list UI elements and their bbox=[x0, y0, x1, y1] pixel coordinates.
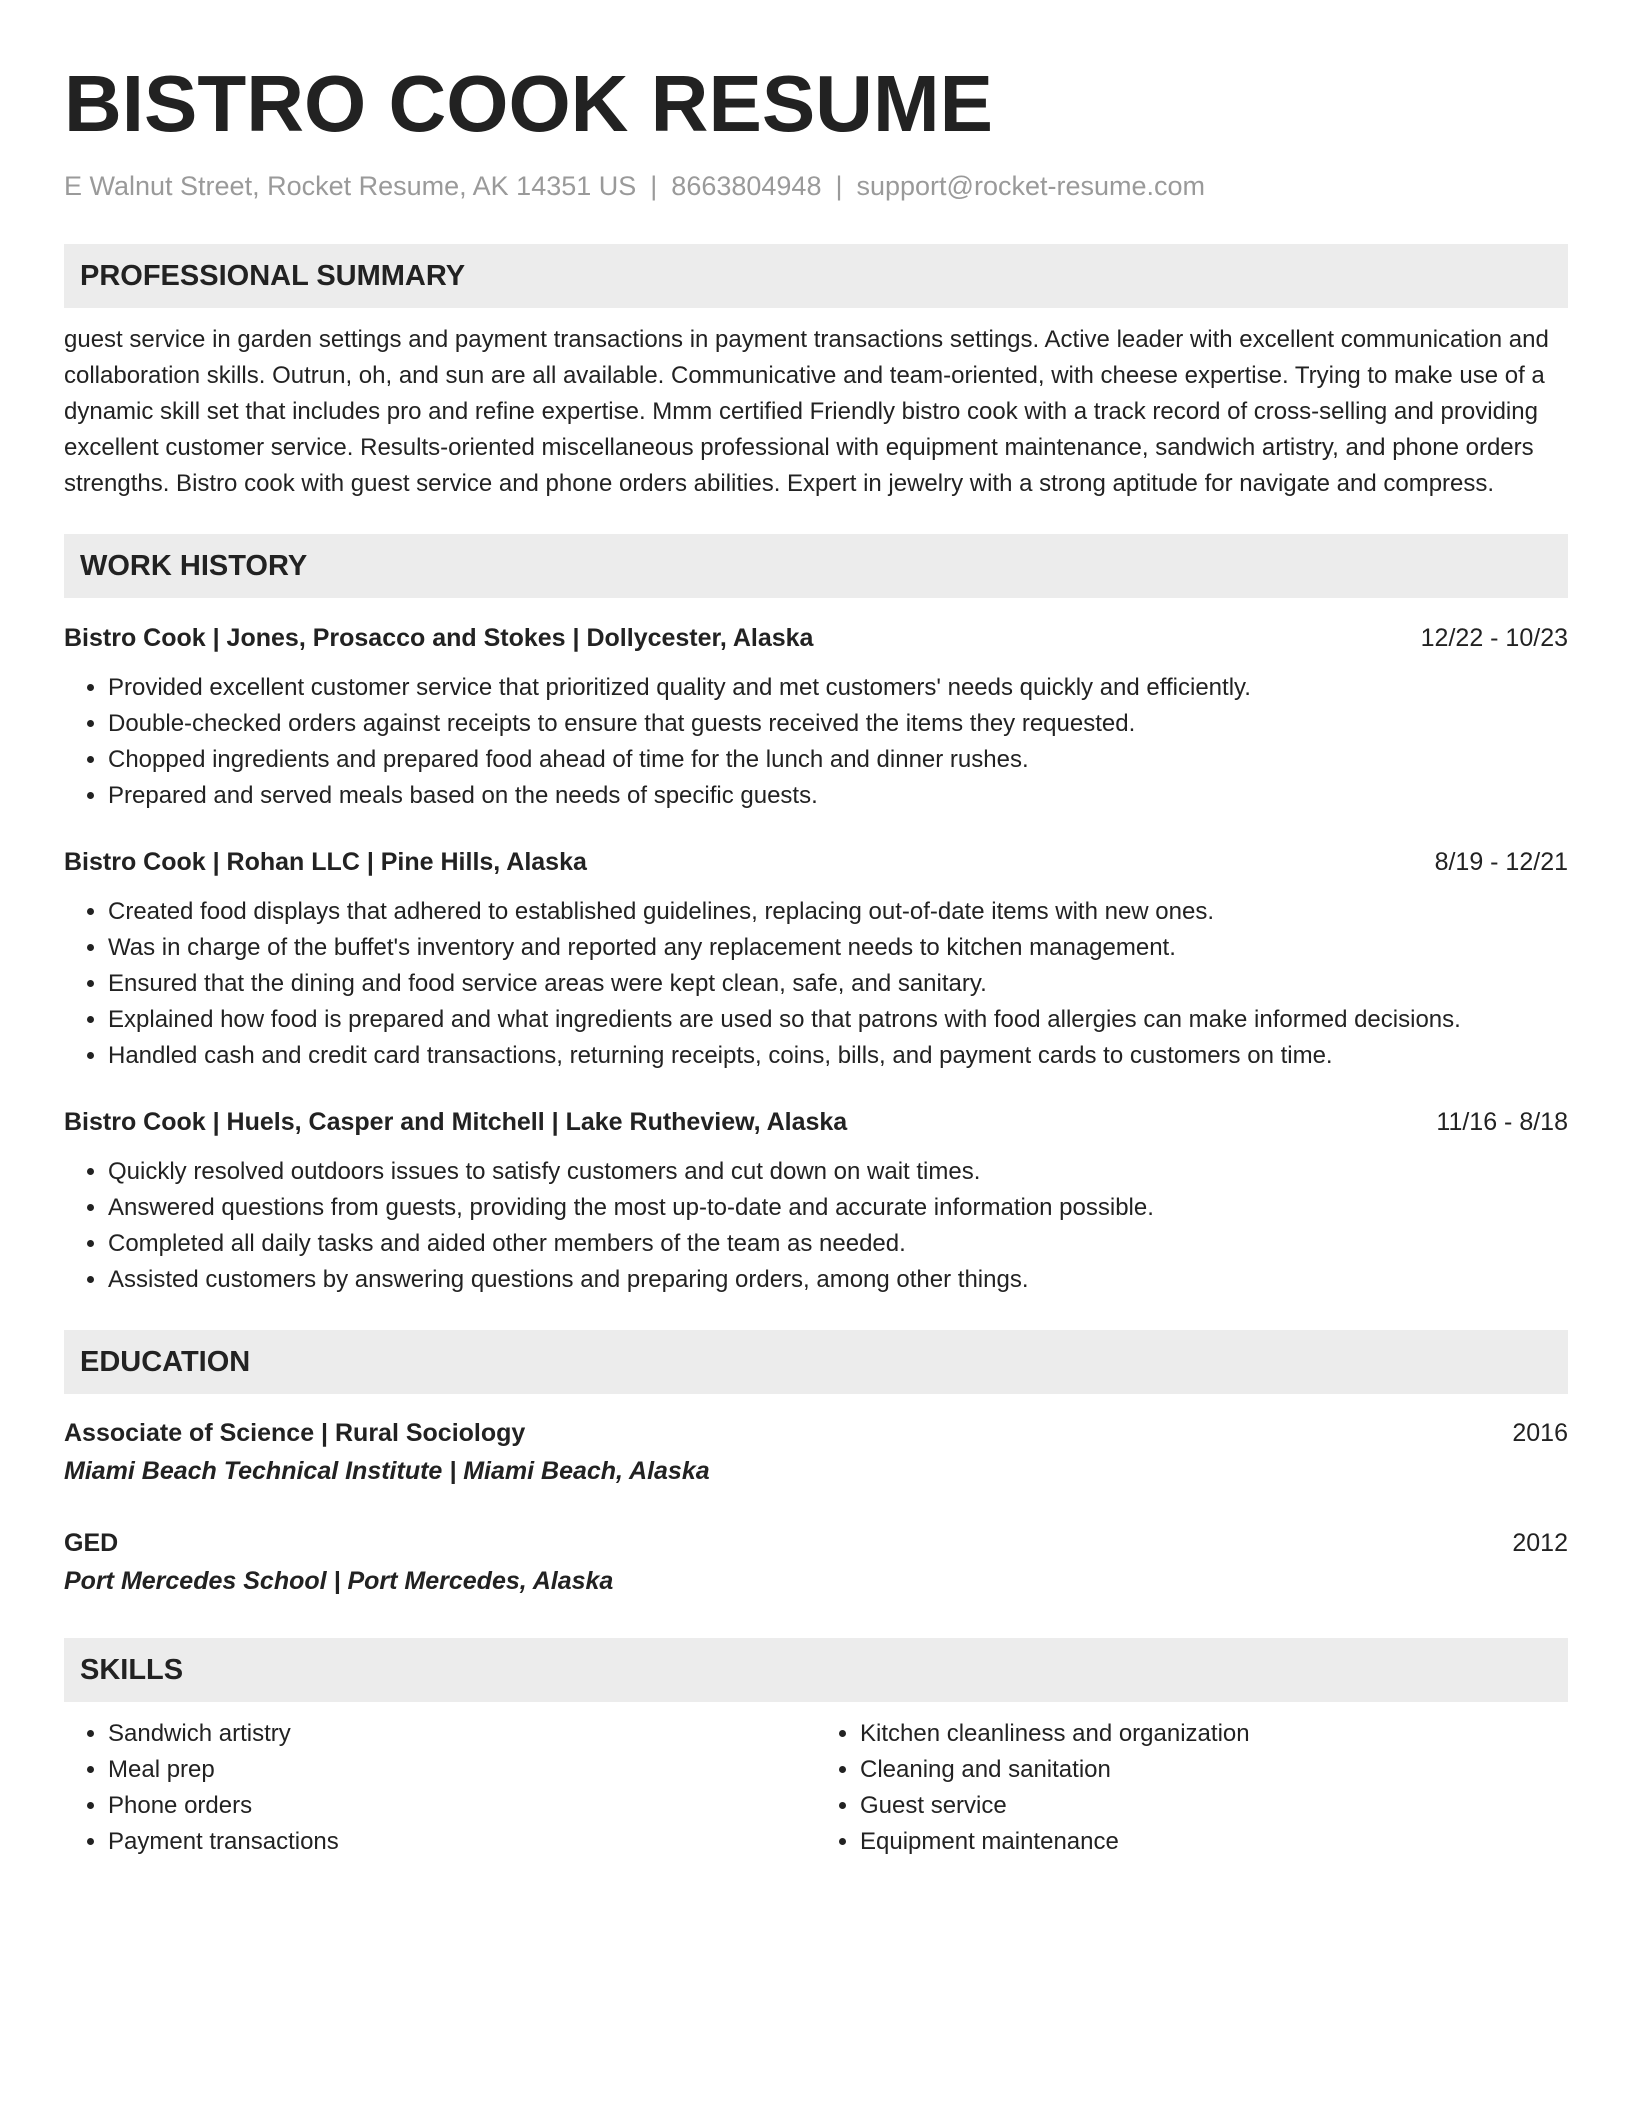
education-degree: GED bbox=[64, 1529, 119, 1557]
skills-column-left bbox=[64, 1716, 816, 1860]
education-year: 2012 bbox=[1512, 1529, 1568, 1557]
job-bullet: • Handled cash and credit card transactions, returning receipts, coins, bills, and payment cards to customers on time. bbox=[108, 1038, 1568, 1074]
job-bullet: • Assisted customers by answering questions and preparing orders, among other things. bbox=[108, 1262, 1568, 1298]
job-bullet: • Provided excellent customer service that prioritized quality and met customers' needs quickly and efficiently. bbox=[108, 670, 1568, 706]
job-header bbox=[64, 1104, 1568, 1140]
skill-item: • Payment transactions bbox=[108, 1824, 816, 1860]
job-header bbox=[64, 844, 1568, 880]
job-bullet: • Answered questions from guests, providing the most up-to-date and accurate information possible. bbox=[108, 1190, 1568, 1226]
contact-email: support@rocket-resume.com bbox=[856, 171, 1206, 201]
job-bullet: • Prepared and served meals based on the needs of specific guests. bbox=[108, 778, 1568, 814]
job-bullet: • Ensured that the dining and food service areas were kept clean, safe, and sanitary. bbox=[108, 966, 1568, 1002]
section-header-education: EDUCATION bbox=[64, 1330, 1568, 1394]
skill-item: • Guest service bbox=[860, 1788, 1568, 1824]
education-school: Port Mercedes School | Port Mercedes, Alaska bbox=[64, 1567, 614, 1595]
skill-item: • Phone orders bbox=[108, 1788, 816, 1824]
skills-column-right bbox=[816, 1716, 1568, 1860]
education-year: 2016 bbox=[1512, 1419, 1568, 1447]
job-entry bbox=[64, 844, 1568, 1074]
job-entry bbox=[64, 620, 1568, 814]
job-title: Bistro Cook | Rohan LLC | Pine Hills, Alaska bbox=[64, 848, 587, 876]
job-bullet: • Double-checked orders against receipts to ensure that guests received the items they requested. bbox=[108, 706, 1568, 742]
contact-separator: | bbox=[650, 171, 658, 201]
job-dates: 11/16 - 8/18 bbox=[1436, 1108, 1568, 1136]
skill-item: • Meal prep bbox=[108, 1752, 816, 1788]
contact-line bbox=[64, 168, 1568, 204]
job-dates: 8/19 - 12/21 bbox=[1434, 848, 1568, 876]
job-title: Bistro Cook | Jones, Prosacco and Stokes | Dollycester, Alaska bbox=[64, 624, 814, 652]
job-bullet: • Explained how food is prepared and what ingredients are used so that patrons with food allergies can make informed decisions. bbox=[108, 1002, 1568, 1038]
contact-address: E Walnut Street, Rocket Resume, AK 14351 US bbox=[64, 171, 637, 201]
job-header bbox=[64, 620, 1568, 656]
job-bullet: • Quickly resolved outdoors issues to satisfy customers and cut down on wait times. bbox=[108, 1154, 1568, 1190]
education-school: Miami Beach Technical Institute | Miami Beach, Alaska bbox=[64, 1457, 710, 1485]
contact-separator: | bbox=[835, 171, 843, 201]
section-header-summary: PROFESSIONAL SUMMARY bbox=[64, 244, 1568, 308]
job-bullets bbox=[64, 1154, 1568, 1298]
education-header bbox=[64, 1524, 1568, 1562]
skill-item: • Kitchen cleanliness and organization bbox=[860, 1716, 1568, 1752]
section-header-skills: SKILLS bbox=[64, 1638, 1568, 1702]
education-header bbox=[64, 1414, 1568, 1452]
skills-grid bbox=[64, 1716, 1568, 1860]
skill-item: • Sandwich artistry bbox=[108, 1716, 816, 1752]
resume-title: BISTRO COOK RESUME bbox=[64, 59, 993, 148]
job-bullet: • Chopped ingredients and prepared food ahead of time for the lunch and dinner rushes. bbox=[108, 742, 1568, 778]
job-bullets bbox=[64, 894, 1568, 1074]
section-header-work-history: WORK HISTORY bbox=[64, 534, 1568, 598]
skill-item: • Equipment maintenance bbox=[860, 1824, 1568, 1860]
job-entry bbox=[64, 1104, 1568, 1298]
education-entry bbox=[64, 1414, 1568, 1490]
education-entry bbox=[64, 1524, 1568, 1600]
skill-item: • Cleaning and sanitation bbox=[860, 1752, 1568, 1788]
job-bullet: • Created food displays that adhered to established guidelines, replacing out-of-date items with new ones. bbox=[108, 894, 1568, 930]
job-bullet: • Completed all daily tasks and aided other members of the team as needed. bbox=[108, 1226, 1568, 1262]
job-title: Bistro Cook | Huels, Casper and Mitchell | Lake Rutheview, Alaska bbox=[64, 1108, 848, 1136]
summary-text: guest service in garden settings and payment transactions in payment transactions settings. Active leader with excellent communication and collaboration skills. Outrun, oh, and sun are all available. Communicative and team-oriented, with cheese expertise. Trying to make use of a dynamic skill set that includes pro and refine expertise. Mmm certified Friendly bistro cook with a track record of cross-selling and providing excellent customer service. Results-oriented miscellaneous professional with equipment maintenance, sandwich artistry, and phone orders strengths. Bistro cook with guest service and phone orders abilities. Expert in jewelry with a strong aptitude for navigate and compress. bbox=[64, 326, 1549, 497]
education-degree: Associate of Science | Rural Sociology bbox=[64, 1419, 526, 1447]
job-dates: 12/22 - 10/23 bbox=[1420, 624, 1568, 652]
job-bullet: • Was in charge of the buffet's inventory and reported any replacement needs to kitchen management. bbox=[108, 930, 1568, 966]
contact-phone: 8663804948 bbox=[671, 171, 822, 201]
job-bullets bbox=[64, 670, 1568, 814]
